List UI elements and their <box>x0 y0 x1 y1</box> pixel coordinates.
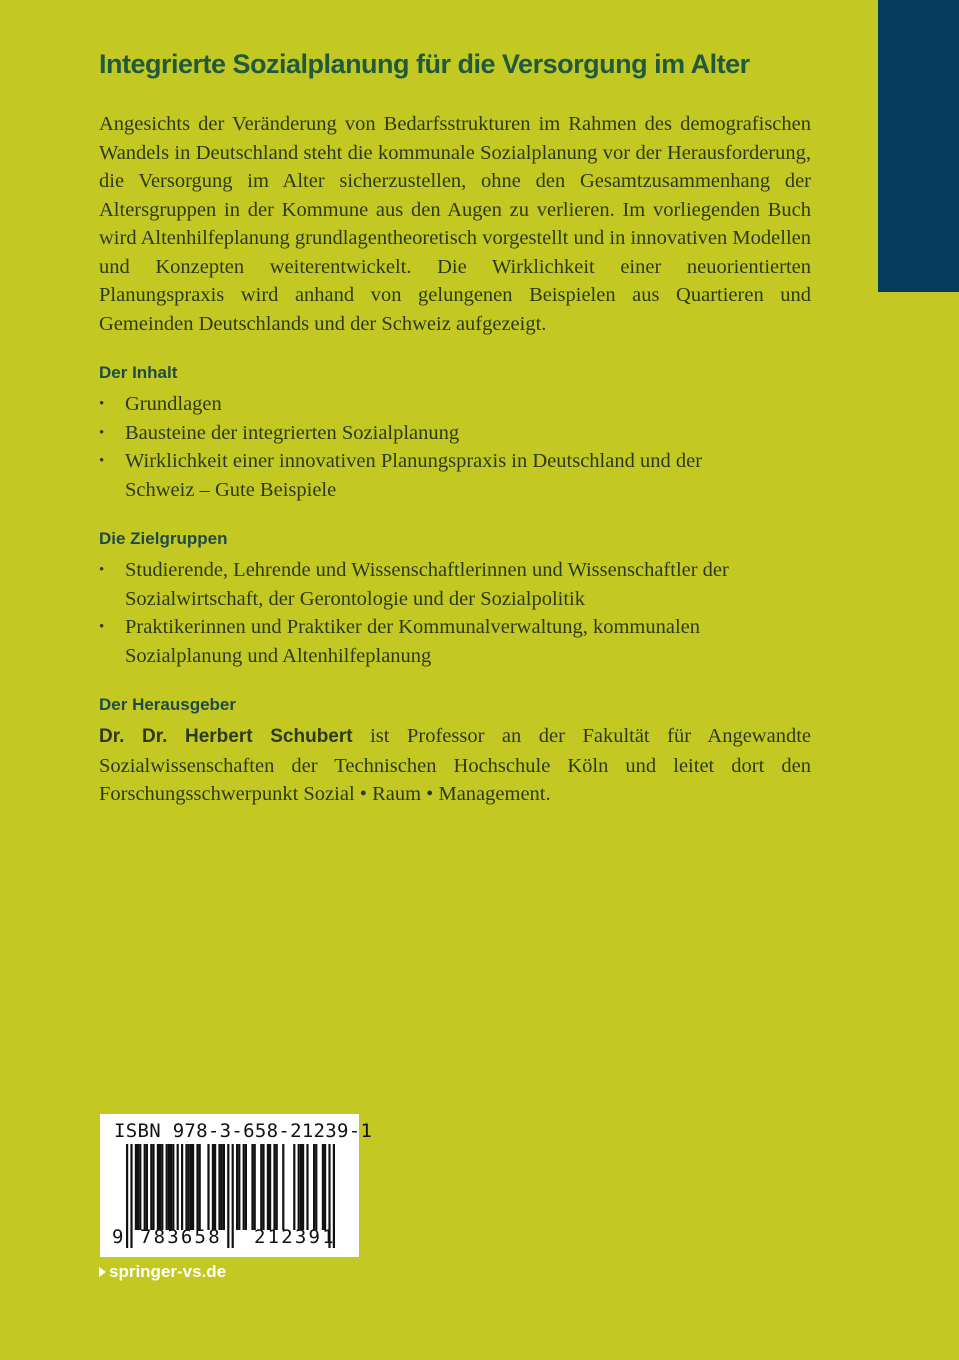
barcode-bar <box>199 1144 201 1230</box>
barcode-bar <box>170 1144 172 1230</box>
isbn-text: ISBN 978-3-658-21239-1 <box>114 1120 373 1142</box>
barcode-bar <box>232 1144 234 1248</box>
barcode-bar <box>315 1144 317 1230</box>
list-item: • Studierende, Lehrende und Wissenschaftlerinnen und Wissenschaftler der Sozialwirtschaft, der Gerontologie und der Sozialpolitik <box>99 556 811 613</box>
back-cover-content <box>99 44 811 809</box>
zielgruppen-list <box>99 556 811 670</box>
barcode-bar <box>157 1144 159 1230</box>
barcode-bar <box>139 1144 141 1230</box>
barcode-bar <box>196 1144 198 1230</box>
ean-right-digits: 212391 <box>254 1226 336 1248</box>
inhalt-heading: Der Inhalt <box>99 363 178 382</box>
ean-left-digits: 783658 <box>140 1226 222 1248</box>
barcode-bar <box>130 1144 132 1248</box>
zielgruppen-heading: Die Zielgruppen <box>99 529 228 548</box>
barcode-bar <box>212 1144 214 1230</box>
list-item: • Grundlagen <box>99 390 811 419</box>
barcode-bar <box>168 1144 170 1230</box>
barcode-bar <box>324 1144 326 1230</box>
author-name: Dr. Dr. Herbert Schubert <box>99 726 353 747</box>
barcode-bar <box>181 1144 183 1230</box>
list-item: • Bausteine der integrierten Sozialplanung <box>99 419 811 448</box>
barcode-bar <box>302 1144 304 1230</box>
barcode-bar <box>172 1144 174 1230</box>
barcode-bar <box>159 1144 161 1230</box>
herausgeber-bio <box>99 722 811 809</box>
barcode-bar <box>188 1144 190 1230</box>
barcode-bar <box>221 1144 223 1230</box>
barcode-bar <box>166 1144 168 1230</box>
barcode-bar <box>192 1144 194 1230</box>
arrow-right-icon <box>99 1267 106 1277</box>
side-color-bar <box>878 0 959 292</box>
barcode-bar <box>150 1144 152 1230</box>
barcode-bar <box>306 1144 308 1230</box>
barcode-bar <box>137 1144 139 1230</box>
barcode-bar <box>177 1144 179 1230</box>
barcode-bar <box>218 1144 220 1230</box>
barcode-bar <box>273 1144 275 1230</box>
barcode-bar <box>223 1144 225 1230</box>
intro-paragraph: Angesichts der Veränderung von Bedarfsstrukturen im Rahmen des demografischen Wandels in Deutschland steht die kommunale Sozialplanung vor der Herausforderung, die Versorgung im Alter sicherzustellen, ohne den Gesamtzusammenhang der Altersgruppen in der Kommune aus den Augen zu verlieren. Im vorliegenden Buch wird Altenhilfeplanung grundlagentheoretisch vorgestellt und in innovativen Modellen und Konzepten weiterentwickelt. Die Wirklichkeit einer neuorientierten Planungspraxis wird anhand von gelungenen Beispielen aus Quartieren und Gemeinden Deutschlands und der Schweiz aufgezeigt. <box>99 113 811 335</box>
barcode-bar <box>146 1144 148 1230</box>
barcode-bar <box>243 1144 245 1230</box>
barcode-bar <box>214 1144 216 1230</box>
barcode-bar <box>245 1144 247 1230</box>
list-item: • Wirklichkeit einer innovativen Planungspraxis in Deutschland und der Schweiz – Gute Beispiele <box>99 447 811 504</box>
barcode-bar <box>227 1144 229 1248</box>
barcode-bar <box>313 1144 315 1230</box>
barcode-bar <box>298 1144 300 1230</box>
barcode-bar <box>276 1144 278 1230</box>
barcode-bar <box>262 1144 264 1230</box>
barcode-bar <box>190 1144 192 1230</box>
barcode-bar <box>135 1144 137 1230</box>
barcode-bar <box>152 1144 154 1230</box>
barcode-bar <box>185 1144 187 1230</box>
barcode-bar <box>322 1144 324 1230</box>
publisher-url: springer-vs.de <box>109 1262 227 1281</box>
barcode-bar <box>207 1144 209 1230</box>
barcode-bar <box>126 1144 128 1248</box>
barcode-bar <box>238 1144 240 1230</box>
inhalt-list <box>99 390 811 504</box>
barcode-bar <box>282 1144 284 1230</box>
barcode-bar <box>293 1144 295 1230</box>
publisher-link[interactable] <box>99 1262 226 1282</box>
barcode <box>100 1114 373 1257</box>
barcode-bar <box>251 1144 253 1230</box>
barcode-bar <box>267 1144 269 1230</box>
ean-first-digit: 9 <box>112 1226 124 1248</box>
barcode-bar <box>269 1144 271 1230</box>
list-item: • Praktikerinnen und Praktiker der Kommunalverwaltung, kommunalen Sozialplanung und Altenhilfeplanung <box>99 613 811 670</box>
barcode-bar <box>300 1144 302 1230</box>
bio-text: ist Professor an der Fakultät für Angewandte Sozialwissenschaften der Technischen Hochschule Köln und leitet dort den Forschungsschwerpunkt Sozial • Raum • Management. <box>99 725 812 805</box>
barcode-bar <box>260 1144 262 1230</box>
barcode-bar <box>254 1144 256 1230</box>
barcode-bar <box>144 1144 146 1230</box>
herausgeber-heading: Der Herausgeber <box>99 695 237 714</box>
book-title: Integrierte Sozialplanung für die Versorgung im Alter <box>99 49 750 79</box>
barcode-bar <box>161 1144 163 1230</box>
barcode-bar <box>236 1144 238 1230</box>
